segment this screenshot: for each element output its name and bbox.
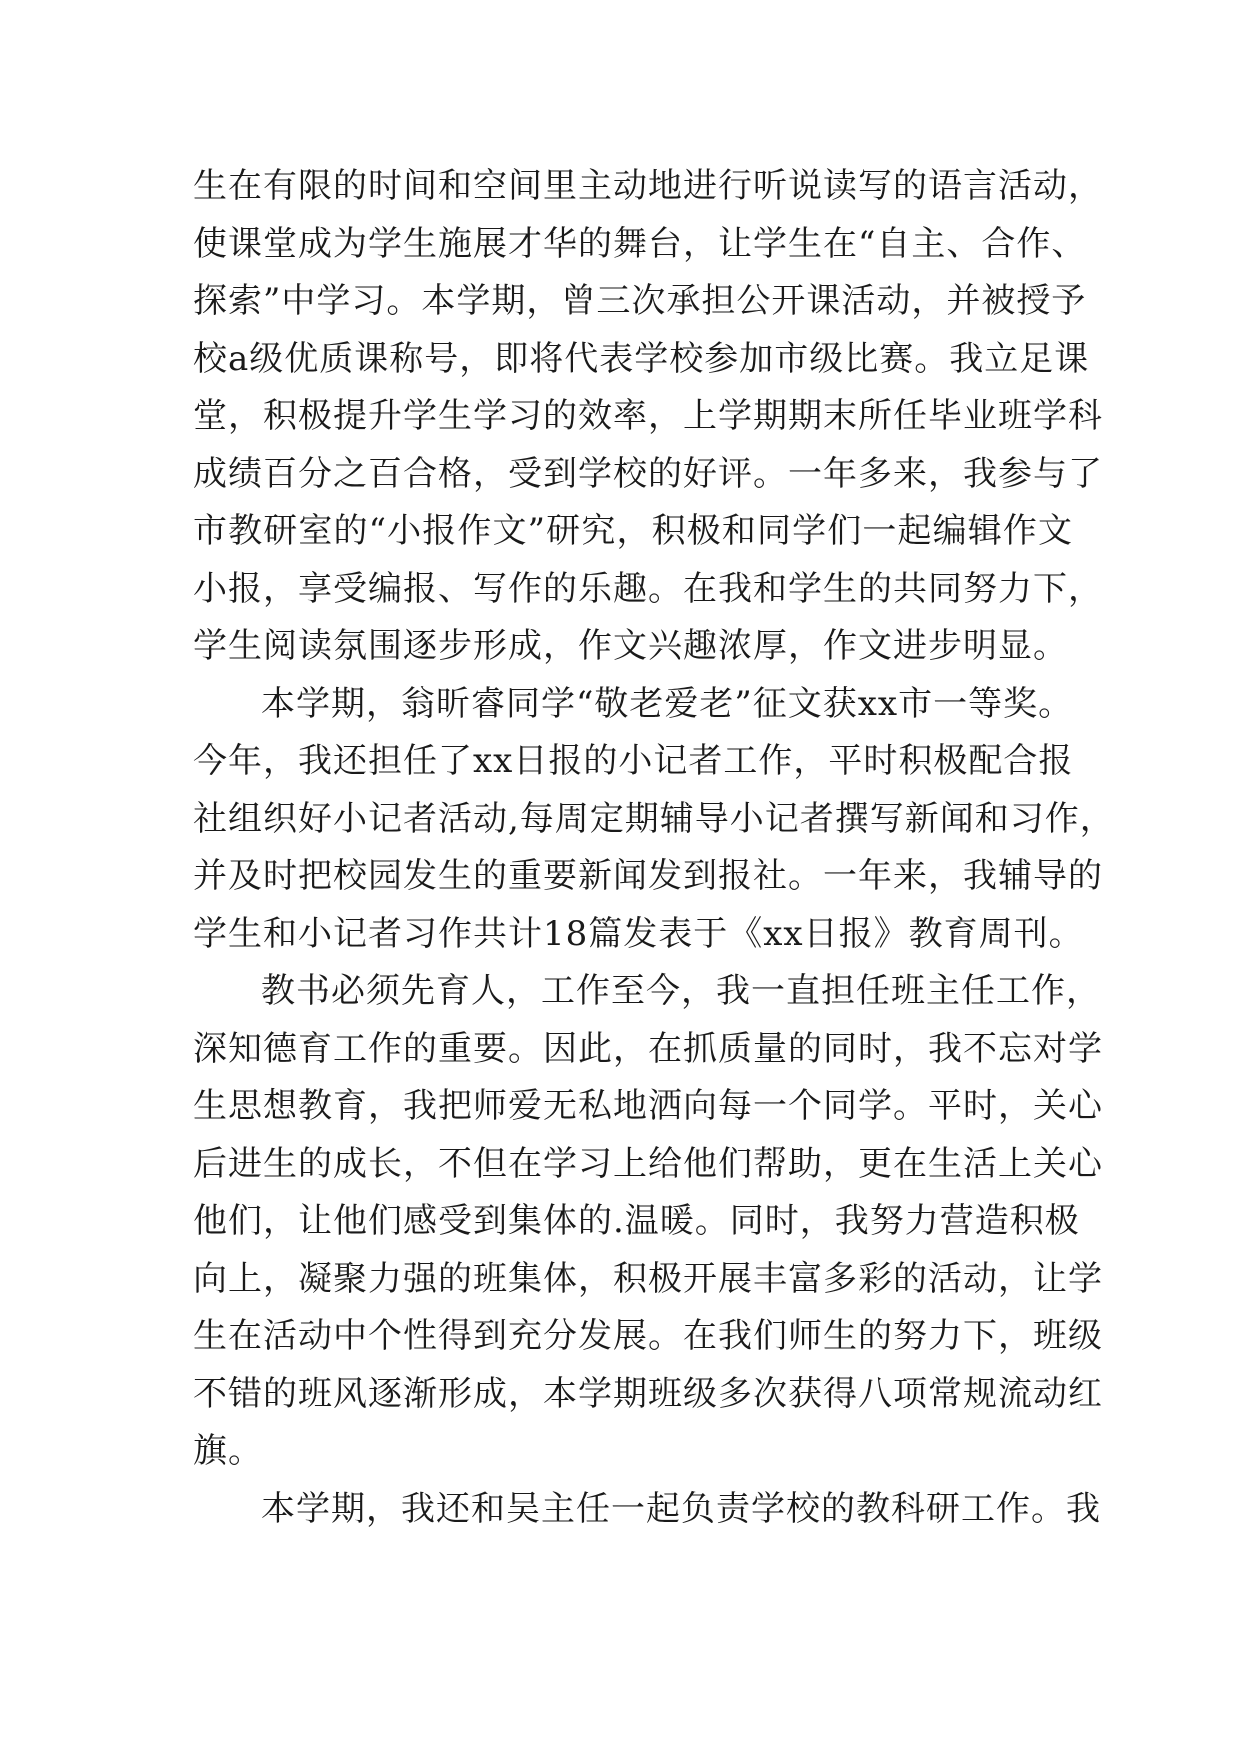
body-text [193, 158, 1115, 1538]
text-line: 旗。 [193, 1431, 263, 1471]
text-line: 小报，享受编报、写作的乐趣。在我和学生的共同努力下， [193, 568, 1103, 609]
text-line: 今年，我还担任了xx日报的小记者工作，平时积极配合报 [193, 741, 1074, 781]
text-line: 向上，凝聚力强的班集体，积极开展丰富多彩的活动，让学 [193, 1258, 1103, 1299]
text-line: 校a级优质课称号，即将代表学校参加市级比赛。我立足课 [193, 338, 1090, 379]
text-line: 他们，让他们感受到集体的.温暖。同时，我努力营造积极 [193, 1201, 1080, 1241]
text-line: 学生阅读氛围逐步形成，作文兴趣浓厚，作文进步明显。 [193, 626, 1068, 666]
text-line: 生在活动中个性得到充分发展。在我们师生的努力下，班级 [193, 1316, 1103, 1356]
text-line: 探索”中学习。本学期，曾三次承担公开课活动，并被授予 [193, 281, 1087, 321]
text-line: 社组织好小记者活动,每周定期辅导小记者撰写新闻和习作， [193, 798, 1115, 839]
text-line: 学生和小记者习作共计18篇发表于《xx日报》教育周刊。 [193, 913, 1084, 954]
text-line: 教书必须先育人，工作至今，我一直担任班主任工作， [261, 971, 1101, 1011]
text-line: 不错的班风逐渐形成，本学期班级多次获得八项常规流动红 [193, 1373, 1103, 1414]
text-line: 深知德育工作的重要。因此，在抓质量的同时，我不忘对学 [193, 1028, 1103, 1069]
text-line: 本学期，翁昕睿同学“敬老爱老”征文获xx市一等奖。 [261, 683, 1074, 724]
text-line: 生在有限的时间和空间里主动地进行听说读写的语言活动， [193, 166, 1103, 206]
text-line: 生思想教育，我把师爱无私地洒向每一个同学。平时，关心 [193, 1086, 1103, 1126]
text-line: 使课堂成为学生施展才华的舞台，让学生在“自主、合作、 [193, 223, 1087, 264]
text-line: 本学期，我还和吴主任一起负责学校的教科研工作。我 [261, 1488, 1101, 1529]
text-line: 成绩百分之百合格，受到学校的好评。一年多来，我参与了 [193, 453, 1103, 494]
text-line: 市教研室的“小报作文”研究，积极和同学们一起编辑作文 [193, 511, 1073, 551]
text-line: 后进生的成长，不但在学习上给他们帮助，更在生活上关心 [193, 1143, 1103, 1184]
text-line: 并及时把校园发生的重要新闻发到报社。一年来，我辅导的 [193, 856, 1103, 896]
text-line: 堂，积极提升学生学习的效率，上学期期末所任毕业班学科 [193, 396, 1103, 436]
